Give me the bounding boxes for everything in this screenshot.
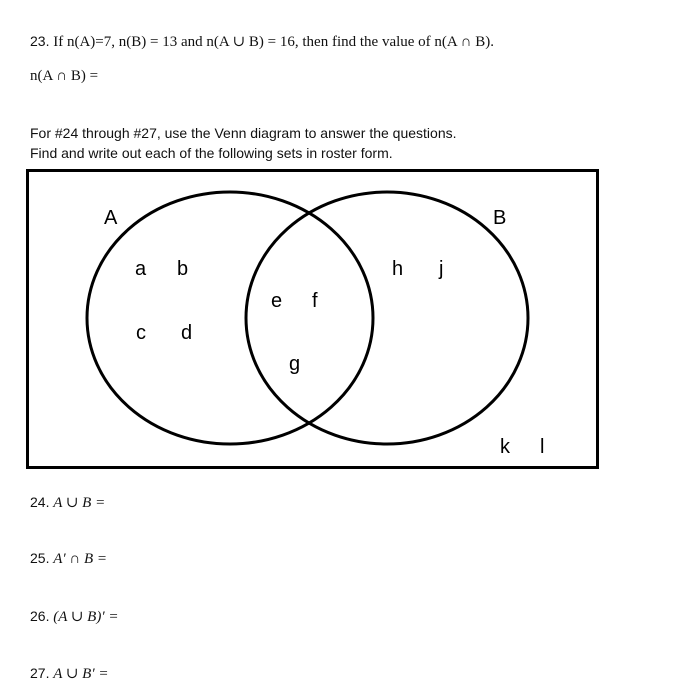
question-24-number: 24. — [30, 494, 50, 510]
question-27-expression: A ∪ B′ = — [53, 666, 109, 682]
question-26 — [30, 607, 119, 626]
set-b-label: B — [493, 207, 507, 229]
instructions-line-2: Find and write out each of the following sets in roster form. — [30, 145, 393, 161]
question-23-text: If n(A)=7, n(B) = 13 and n(A ∪ B) = 16, then find the value of n(A ∩ B). — [53, 34, 495, 50]
question-25-number: 25. — [30, 550, 50, 566]
element-f: f — [312, 290, 318, 312]
question-23 — [30, 32, 494, 51]
element-c: c — [136, 322, 146, 344]
element-d: d — [181, 322, 193, 344]
question-24-expression: A ∪ B = — [53, 495, 106, 511]
set-b-circle — [246, 192, 528, 444]
answer-prompt-text: n(A ∩ B) = — [30, 68, 99, 84]
question-23-number: 23. — [30, 33, 50, 49]
venn-diagram — [26, 169, 599, 469]
instructions-line-1: For #24 through #27, use the Venn diagram to answer the questions. — [30, 125, 457, 141]
question-24 — [30, 493, 105, 512]
question-25 — [30, 550, 107, 568]
question-27-number: 27. — [30, 665, 50, 681]
element-h: h — [392, 258, 404, 280]
element-j: j — [439, 258, 444, 280]
set-a-circle — [87, 192, 373, 444]
question-27 — [30, 664, 109, 683]
element-g: g — [289, 353, 301, 375]
set-a-label: A — [104, 207, 118, 229]
question-26-expression: (A ∪ B)′ = — [53, 609, 119, 625]
question-23-answer-prompt — [30, 68, 98, 85]
element-k: k — [500, 436, 510, 458]
element-a: a — [135, 258, 147, 280]
element-l: l — [540, 436, 545, 458]
question-26-number: 26. — [30, 608, 50, 624]
question-25-expression: A′ ∩ B = — [53, 551, 108, 567]
element-e: e — [271, 290, 283, 312]
element-b: b — [177, 258, 189, 280]
